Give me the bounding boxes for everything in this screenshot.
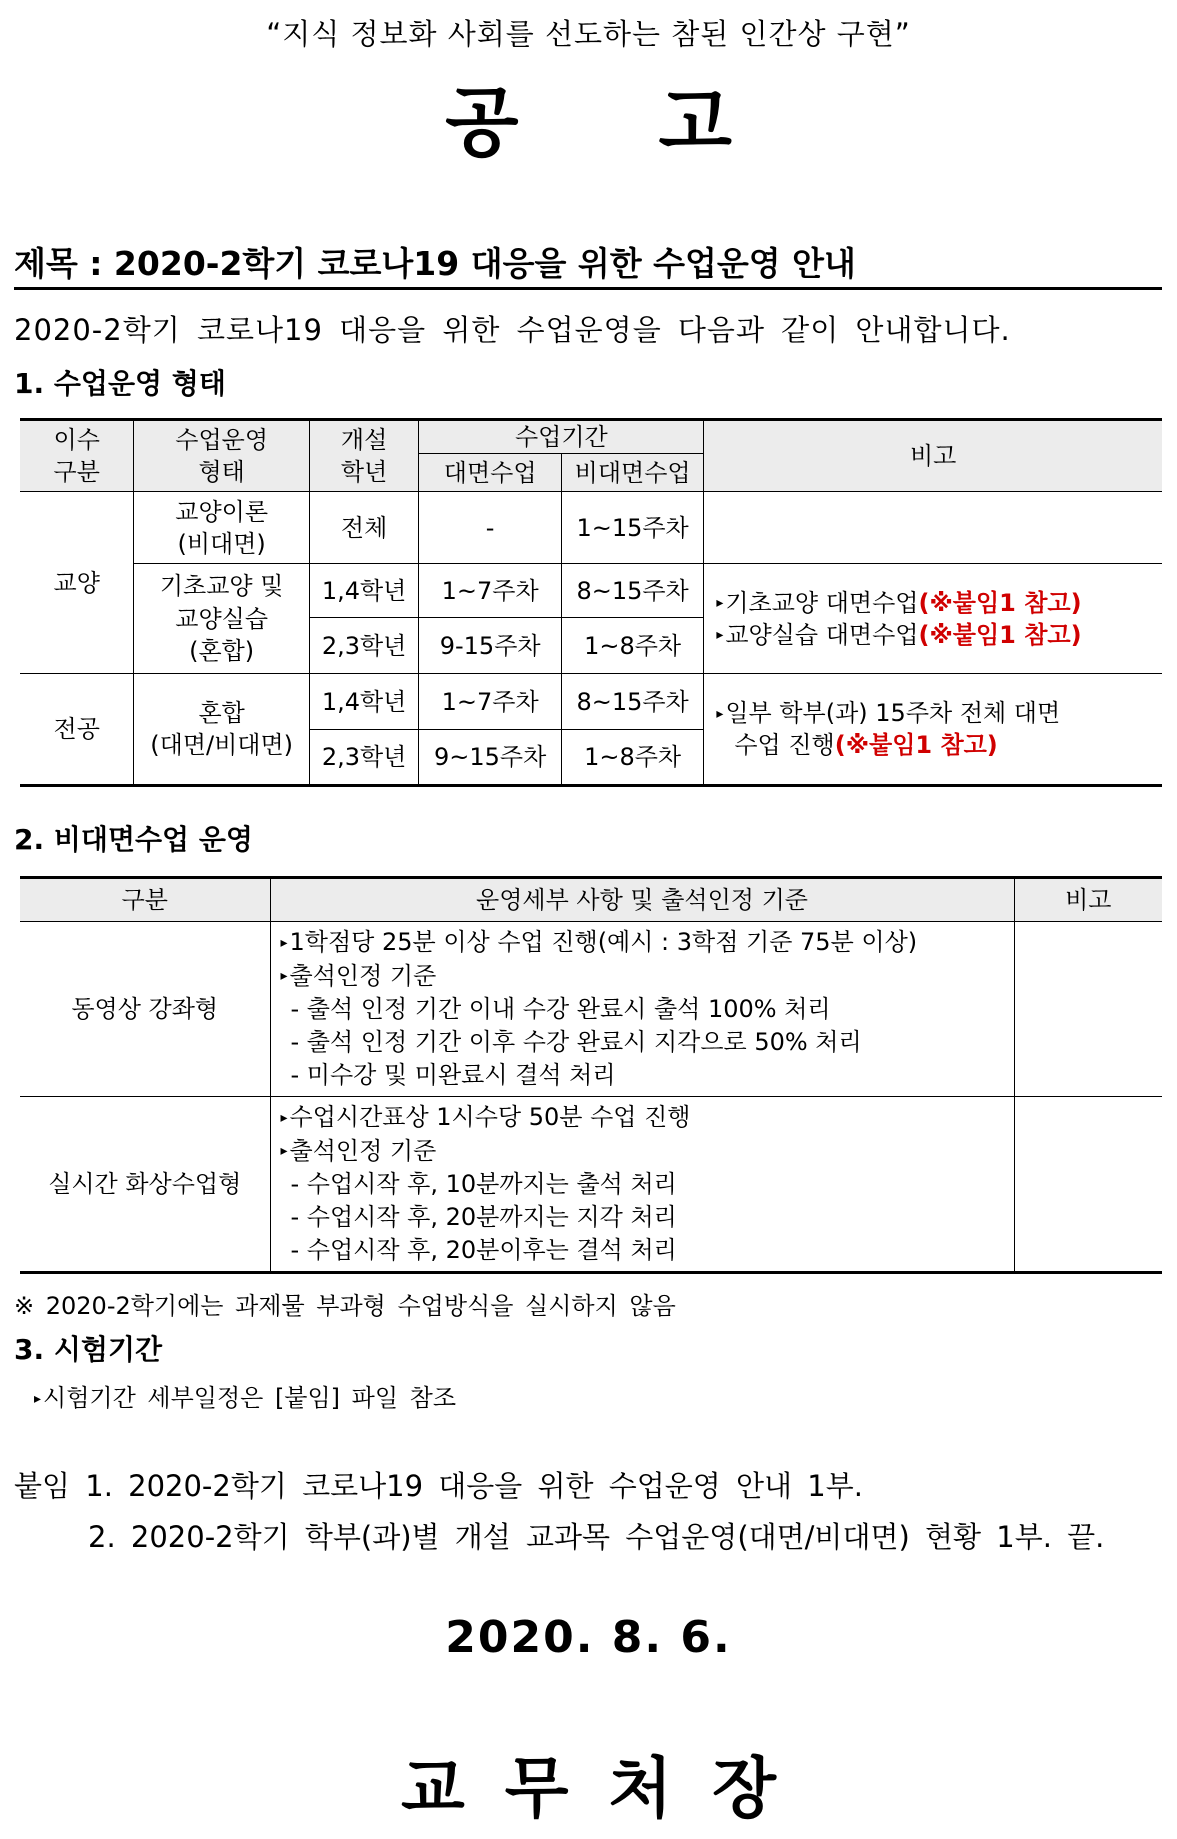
online-cell: 8~15주차 [561,674,703,730]
offline-cell: 9-15주차 [419,618,561,674]
bullet-icon: ▸ [716,705,724,722]
grade-cell: 2,3학년 [309,730,419,786]
header-remark: 비고 [704,420,1162,492]
category-live: 실시간 화상수업형 [20,1097,270,1273]
grade-cell: 전체 [309,492,419,564]
signer-char: 처 [608,1750,673,1827]
section3-heading: 3. 시험기간 [14,1333,163,1366]
form-basic: 기초교양 및 교양실습 (혼합) [134,564,309,674]
header-detail: 운영세부 사항 및 출석인정 기준 [270,878,1014,922]
header-category: 구분 [20,878,270,922]
offline-cell: 9~15주차 [419,730,561,786]
type-gyoyang: 교양 [20,492,134,674]
type-major: 전공 [20,674,134,786]
section1-heading: 1. 수업운영 형태 [14,367,226,400]
online-cell: 1~8주차 [561,618,703,674]
header-online: 비대면수업 [561,454,703,492]
subject-underline [14,287,1162,290]
remark-major: ▸일부 학부(과) 15주차 전체 대면 수업 진행(※붙임1 참고) [704,674,1162,786]
online-cell: 1~8주차 [561,730,703,786]
header-grade: 개설 학년 [309,420,419,492]
online-cell: 8~15주차 [561,564,703,618]
bullet-icon: ▸ [280,968,288,984]
bullet-icon: ▸ [280,934,288,951]
offline-cell: 1~7주차 [419,674,561,730]
attachment-line-2: 2. 2020-2학기 학부(과)별 개설 교과목 수업운영(대면/비대면) 현황 1부. 끝. [88,1520,1105,1554]
offline-cell: 1~7주차 [419,564,561,618]
bullet-icon: ▸ [34,1391,42,1407]
motto: “지식 정보화 사회를 선도하는 참된 인간상 구현” [266,17,911,51]
header-offline: 대면수업 [419,454,561,492]
bullet-icon: ▸ [280,1109,288,1126]
class-operation-table [20,418,1162,787]
signer [0,1735,1177,1830]
notice-title-char: 공 [445,78,519,167]
category-video: 동영상 강좌형 [20,922,270,1097]
footnote: ※ 2020-2학기에는 과제물 부과형 수업방식을 실시하지 않음 [14,1292,676,1320]
bullet-icon: ▸ [280,1143,288,1159]
notice-date: 2020. 8. 6. [445,1612,732,1663]
header-period: 수업기간 [419,420,704,454]
header-remark: 비고 [1014,878,1162,922]
signer-char: 교 [400,1750,465,1827]
exam-schedule-item: ▸시험기간 세부일정은 [붙임] 파일 참조 [34,1384,457,1412]
remark-basic: ▸기초교양 대면수업(※붙임1 참고) ▸교양실습 대면수업(※붙임1 참고) [704,564,1162,674]
notice-title-char: 고 [658,78,732,167]
offline-cell: - [419,492,561,564]
bullet-icon: ▸ [716,627,724,644]
signer-char: 장 [712,1750,777,1827]
detail-video: ▸1학점당 25분 이상 수업 진행(예시 : 3학점 기준 75분 이상) ▸출석인정 기준 - 출석 인정 기간 이내 수강 완료시 출석 100% 처리 - 출석 인정 기간 이후 수강 완료시 지각으로 50% 처리 - 미수강 및 미완료시 결석 처리 [270,922,1014,1097]
detail-live: ▸수업시간표상 1시수당 50분 수업 진행 ▸출석인정 기준 - 수업시작 후, 10분까지는 출석 처리 - 수업시작 후, 20분까지는 지각 처리 - 수업시작 후, 20분이후는 결석 처리 [270,1097,1014,1273]
remark-cell [1014,922,1162,1097]
bullet-icon: ▸ [716,595,724,612]
subject-line: 제목 : 2020-2학기 코로나19 대응을 위한 수업운영 안내 [14,244,856,283]
notice-title [0,62,1177,171]
remark-cell [704,492,1162,564]
signer-char: 무 [504,1750,569,1827]
remark-cell [1014,1097,1162,1273]
grade-cell: 2,3학년 [309,618,419,674]
online-cell: 1~15주차 [561,492,703,564]
form-major: 혼합 (대면/비대면) [134,674,309,786]
grade-cell: 1,4학년 [309,674,419,730]
online-class-table [20,876,1162,1274]
grade-cell: 1,4학년 [309,564,419,618]
form-theory: 교양이론 (비대면) [134,492,309,564]
section2-heading: 2. 비대면수업 운영 [14,823,253,856]
header-form: 수업운영 형태 [134,420,309,492]
intro-text: 2020-2학기 코로나19 대응을 위한 수업운영을 다음과 같이 안내합니다. [14,313,1011,347]
header-type: 이수 구분 [20,420,134,492]
attachment-line-1: 붙임 1. 2020-2학기 코로나19 대응을 위한 수업운영 안내 1부. [14,1469,863,1503]
